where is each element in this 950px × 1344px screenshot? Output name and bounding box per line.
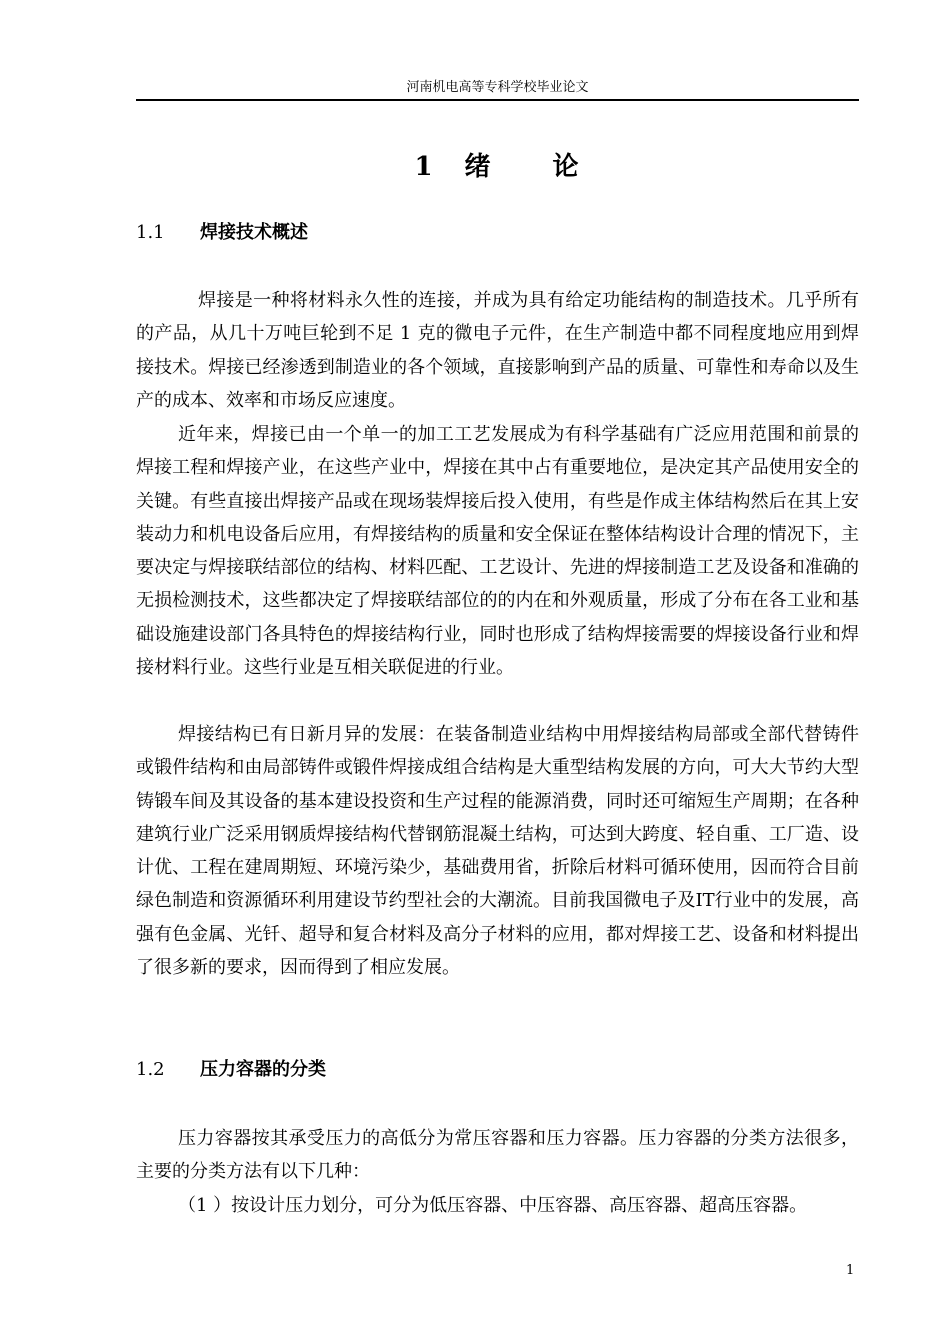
paragraph: 焊接结构已有日新月异的发展：在装备制造业结构中用焊接结构局部或全部代替铸件或锻件结构和由局部铸件或锻件焊接成组合结构是大重型结构发展的方向，可大大节约大型铸锻车间及其设备的基本建设投资和生产过程的能源消费，同时还可缩短生产周期；在各种建筑行业广泛采用钢质焊接结构代替钢筋混凝土结构，可达到大跨度、轻自重、工厂造、设计优、工程在建周期短、环境污染少，基础费用省，折除后材料可循环使用，因而符合目前绿色制造和资源循环利用建设节约型社会的大潮流。目前我国微电子及IT行业中的发展，高强有色金属、光钎、超导和复合材料及高分子材料的应用，都对焊接工艺、设备和材料提出了很多新的要求，因而得到了相应发展。 [136,724,859,979]
running-header: 河南机电高等专科学校毕业论文 [406,80,589,95]
section-number: 1.2 [136,1059,165,1080]
section-heading-1-2 [136,1057,326,1083]
paragraph: 近年来，焊接已由一个单一的加工工艺发展成为有科学基础有广泛应用范围和前景的焊接工程和焊接产业，在这些产业中，焊接在其中占有重要地位，是决定其产品使用安全的关键。有些直接出焊接产品或在现场装焊接后投入使用，有些是作成主体结构然后在其上安装动力和机电设备后应用，有焊接结构的质量和安全保证在整体结构设计合理的情况下，主要决定与焊接联结部位的结构、材料匹配、工艺设计、先进的焊接制造工艺及设备和准确的无损检测技术，这些都决定了焊接联结部位的的内在和外观质量，形成了分布在各工业和基础设施建设部门各具特色的焊接结构行业，同时也形成了结构焊接需要的焊接设备行业和焊接材料行业。这些行业是互相关联促进的行业。 [136,424,859,679]
paragraph: 压力容器按其承受压力的高低分为常压容器和压力容器。压力容器的分类方法很多，主要的分类方法有以下几种： [136,1128,859,1183]
section-title: 压力容器的分类 [200,1059,326,1080]
chapter-title [136,150,859,184]
chapter-number: 1 [414,152,435,182]
section-number: 1.1 [136,222,165,243]
chapter-title-char-1: 绪 [464,152,493,182]
section-title: 焊接技术概述 [200,222,308,243]
paragraph: 焊接是一种将材料永久性的连接，并成为具有给定功能结构的制造技术。几乎所有的产品，从几十万吨巨轮到不足 1 克的微电子元件，在生产制造中都不同程度地应用到焊接技术。焊接已经渗透到制造业的各个领域，直接影响到产品的质量、可靠性和寿命以及生产的成本、效率和市场反应速度。 [136,290,859,411]
page-number: 1 [846,1263,855,1278]
chapter-title-char-2: 论 [552,152,581,182]
list-item: （1 ）按设计压力划分，可分为低压容器、中压容器、高压容器、超高压容器。 [178,1195,808,1216]
section-heading-1-1 [136,220,308,246]
header-rule [136,99,859,101]
